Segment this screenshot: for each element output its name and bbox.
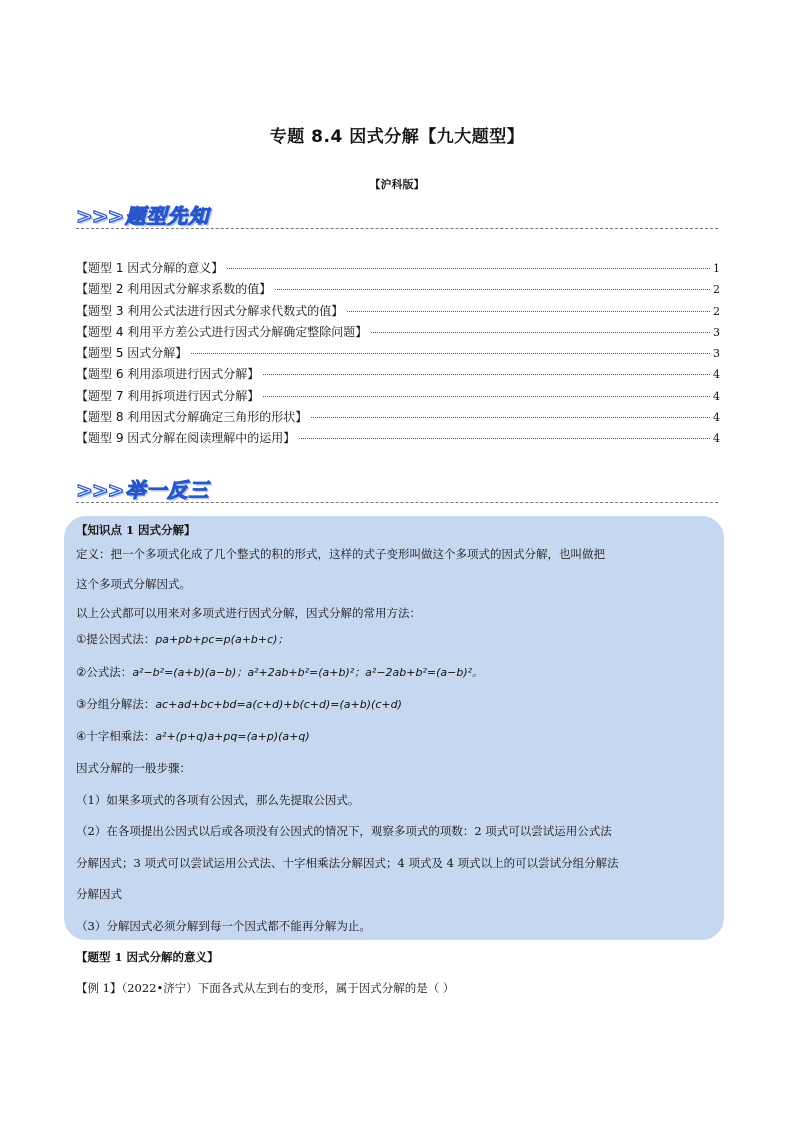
- section-heading: 【题型 1 因式分解的意义】: [76, 950, 219, 964]
- table-of-contents: [76, 259, 720, 451]
- toc-item[interactable]: 【题型 7 利用拆项进行因式分解】 4: [76, 388, 720, 403]
- toc-item[interactable]: 【题型 5 因式分解】 3: [76, 346, 720, 361]
- toc-item[interactable]: 【题型 6 利用添项进行因式分解】 4: [76, 367, 720, 382]
- method-common-factor: ①提公因式法：pa+pb+pc=p(a+b+c)；: [76, 632, 289, 646]
- step-line: 分解因式: [76, 887, 122, 901]
- toc-item[interactable]: 【题型 8 利用因式分解确定三角形的形状】 4: [76, 410, 720, 425]
- example-question: 【例 1】（2022•济宁）下面各式从左到右的变形，属于因式分解的是（ ）: [76, 981, 455, 995]
- edition-label: 【沪科版】: [369, 178, 425, 191]
- toc-item[interactable]: 【题型 4 利用平方差公式进行因式分解确定整除问题】 3: [76, 324, 720, 339]
- method-formula: ②公式法：a²−b²=(a+b)(a−b)；a²+2ab+b²=(a+b)²；a²−2ab+b²=(a−b)²。: [76, 665, 484, 679]
- step-line: （2）在各项提出公因式以后或各项没有公因式的情况下，观察多项式的项数：2 项式可以尝试运用公式法: [76, 824, 612, 838]
- banner-question-preview: [76, 200, 209, 230]
- banner-text: 题型先知: [125, 204, 210, 228]
- banner-examples: [76, 474, 209, 504]
- definition-line: 这个多项式分解因式。: [76, 577, 191, 591]
- toc-item[interactable]: 【题型 1 因式分解的意义】 1: [76, 261, 720, 275]
- toc-item[interactable]: 【题型 3 利用公式法进行因式分解求代数式的值】 2: [76, 303, 720, 318]
- methods-intro: 以上公式都可以用来对多项式进行因式分解，因式分解的常用方法：: [76, 606, 421, 620]
- toc-item[interactable]: 【题型 9 因式分解在阅读理解中的运用】 4: [76, 431, 720, 446]
- definition-line: 定义：把一个多项式化成了几个整式的积的形式，这样的式子变形叫做这个多项式的因式分解，也叫做把: [76, 547, 605, 561]
- knowledge-heading: 【知识点 1 因式分解】: [76, 523, 196, 537]
- method-grouping: ③分组分解法：ac+ad+bc+bd=a(c+d)+b(c+d)=(a+b)(c+d): [76, 697, 402, 711]
- toc-item[interactable]: 【题型 2 利用因式分解求系数的值】 2: [76, 282, 720, 297]
- banner-arrows: >>>: [76, 204, 124, 228]
- step-line: 分解因式；3 项式可以尝试运用公式法、十字相乘法分解因式；4 项式及 4 项式以上的可以尝试分组分解法: [76, 856, 619, 870]
- method-cross-multiplication: ④十字相乘法：a²+(p+q)a+pq=(a+p)(a+q): [76, 729, 310, 743]
- dashed-divider: [76, 228, 718, 229]
- page-title: 专题 8.4 因式分解【九大题型】: [269, 127, 525, 147]
- step-line: （3）分解因式必须分解到每一个因式都不能再分解为止。: [76, 919, 371, 933]
- dashed-divider: [76, 502, 718, 503]
- steps-title: 因式分解的一般步骤：: [76, 761, 191, 775]
- step-line: （1）如果多项式的各项有公因式，那么先提取公因式。: [76, 793, 360, 807]
- banner-arrows: >>>: [76, 478, 124, 502]
- banner-text: 举一反三: [125, 478, 210, 502]
